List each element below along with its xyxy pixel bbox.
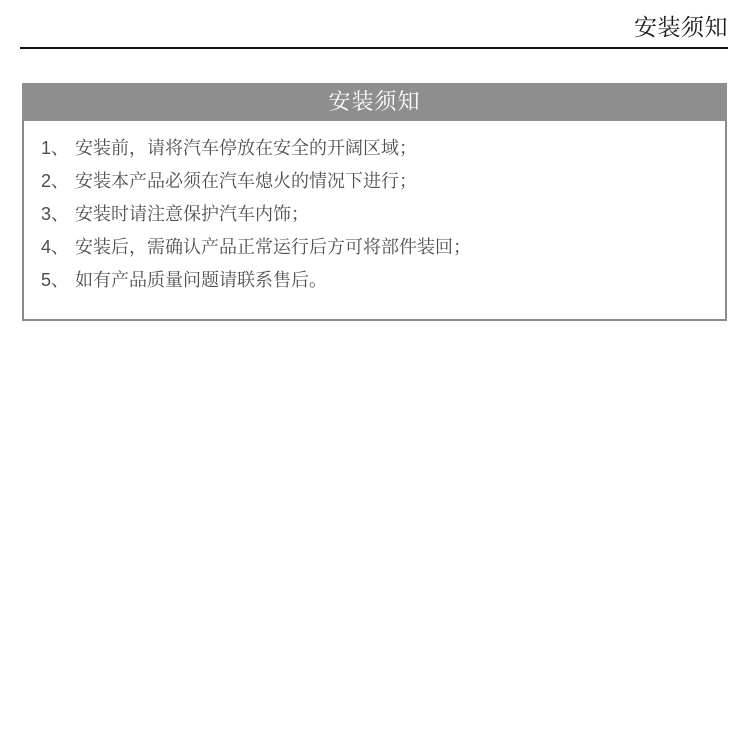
list-item [41, 231, 709, 264]
list-item [41, 165, 709, 198]
list-item-text: 安装本产品必须在汽车熄火的情况下进行； [75, 171, 418, 191]
notice-box-header: 安装须知 [22, 83, 727, 121]
list-item [41, 264, 709, 297]
page-title: 安装须知 [634, 14, 728, 40]
list-item [41, 198, 709, 231]
list-item-number: 2、 [41, 171, 70, 191]
installation-notice-box [22, 83, 727, 321]
list-item-text: 如有产品质量问题请联系售后。 [75, 270, 328, 290]
list-item-number: 1、 [41, 138, 70, 158]
list-item-number: 4、 [41, 237, 70, 257]
list-item-text: 安装前，请将汽车停放在安全的开阔区域； [75, 138, 418, 158]
title-divider [20, 47, 728, 49]
list-item-number: 5、 [41, 270, 70, 290]
notice-box-body [22, 121, 727, 321]
list-item-text: 安装后，需确认产品正常运行后方可将部件装回； [75, 237, 472, 257]
list-item-text: 安装时请注意保护汽车内饰； [75, 204, 310, 224]
list-item-number: 3、 [41, 204, 70, 224]
list-item [41, 132, 709, 165]
